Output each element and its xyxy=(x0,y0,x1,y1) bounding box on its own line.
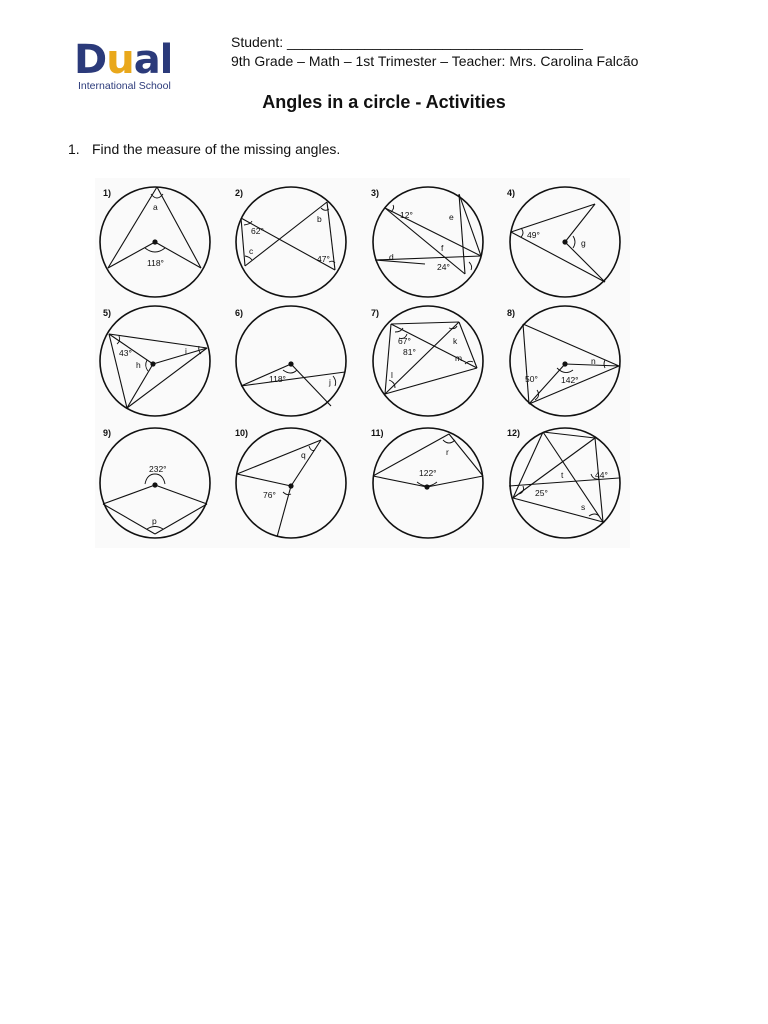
angle-label: 118° xyxy=(147,258,164,268)
problem-8 xyxy=(507,306,620,416)
chord-line xyxy=(277,486,291,537)
circle xyxy=(100,306,210,416)
problem-7 xyxy=(371,306,483,416)
chord-line xyxy=(391,322,459,324)
angle-label: 44° xyxy=(595,470,608,480)
circle-problems-svg xyxy=(95,178,630,548)
angle-arc xyxy=(604,360,605,368)
angle-arc xyxy=(147,527,163,530)
angle-label: 118° xyxy=(269,374,286,384)
angle-label: 50° xyxy=(525,374,538,384)
angle-arc xyxy=(283,370,297,373)
problem-5 xyxy=(100,306,210,416)
center-point xyxy=(562,239,567,244)
angle-label: 43° xyxy=(119,348,132,358)
chord-line xyxy=(155,485,207,504)
chord-line xyxy=(127,364,153,408)
logo-wordmark: Dual xyxy=(74,37,173,83)
problem-label: 11) xyxy=(371,428,384,438)
angle-arc xyxy=(333,376,336,386)
chord-line xyxy=(108,187,157,268)
page-title: Angles in a circle - Activities xyxy=(262,92,506,112)
chord-line xyxy=(513,438,595,498)
chord-line xyxy=(523,324,619,366)
problem-label: 4) xyxy=(507,188,516,198)
chord-line xyxy=(523,324,529,404)
angle-label: 76° xyxy=(263,490,276,500)
problem-10 xyxy=(235,428,346,538)
question-text: Find the measure of the missing angles. xyxy=(92,141,341,157)
chord-line xyxy=(373,434,449,476)
problem-label: 7) xyxy=(371,308,380,318)
chord-line xyxy=(375,260,425,264)
circle xyxy=(373,428,483,538)
problem-2 xyxy=(235,187,346,297)
angle-label: l xyxy=(391,370,393,380)
chord-line xyxy=(109,334,127,408)
angle-arc xyxy=(145,248,165,252)
angle-label: 47° xyxy=(317,254,330,264)
problem-11 xyxy=(371,428,483,538)
center-point xyxy=(288,361,293,366)
angle-label: 122° xyxy=(419,468,437,478)
angle-label: g xyxy=(581,238,586,248)
circle xyxy=(236,187,346,297)
chord-line xyxy=(459,194,465,274)
angle-label: e xyxy=(449,212,454,222)
angle-arc xyxy=(589,514,599,516)
angle-label: 24° xyxy=(437,262,450,272)
angle-label: 49° xyxy=(527,230,540,240)
question-1 xyxy=(68,141,340,157)
angle-label: a xyxy=(153,202,158,212)
problem-label: 3) xyxy=(371,188,380,198)
question-number: 1. xyxy=(68,141,80,157)
problem-label: 10) xyxy=(235,428,249,438)
angle-label: 142° xyxy=(561,375,579,385)
angle-arc xyxy=(573,236,575,248)
angle-arc xyxy=(245,256,252,260)
problem-label: 6) xyxy=(235,308,244,318)
angle-label: 232° xyxy=(149,464,167,474)
circle xyxy=(236,428,346,538)
center-point xyxy=(150,361,155,366)
chord-line xyxy=(155,504,207,534)
angle-label: 67° xyxy=(398,336,411,346)
logo-subtitle: International School xyxy=(78,80,171,92)
problem-label: 1) xyxy=(103,188,112,198)
circle-angles-figure xyxy=(95,178,630,548)
angle-label: k xyxy=(453,336,458,346)
angle-arc xyxy=(521,228,523,237)
problem-label: 12) xyxy=(507,428,521,438)
angle-arc xyxy=(469,262,472,270)
center-point xyxy=(424,484,429,489)
angle-arc xyxy=(391,205,394,212)
angle-label: m xyxy=(455,353,463,363)
problem-6 xyxy=(235,306,346,416)
angle-label: 81° xyxy=(403,347,416,357)
school-logo xyxy=(74,38,194,94)
angle-arc xyxy=(146,360,148,371)
angle-label: f xyxy=(441,243,444,253)
chord-line xyxy=(565,204,595,242)
problem-9 xyxy=(100,428,210,538)
chord-line xyxy=(291,440,321,486)
chord-line xyxy=(565,242,605,282)
problem-12 xyxy=(507,428,620,538)
chord-line xyxy=(511,232,605,282)
center-point xyxy=(152,239,157,244)
angle-label: i xyxy=(185,346,187,356)
problem-label: 9) xyxy=(103,428,112,438)
problem-label: 2) xyxy=(235,188,244,198)
circle xyxy=(510,306,620,416)
chord-line xyxy=(385,324,391,394)
center-point xyxy=(288,483,293,488)
student-name-line: Student: ______________________________________ xyxy=(231,34,583,50)
problem-3 xyxy=(371,187,483,297)
problem-label: 5) xyxy=(103,308,112,318)
angle-label: h xyxy=(136,360,141,370)
circle xyxy=(236,306,346,416)
chord-line xyxy=(237,440,321,474)
angle-label: b xyxy=(317,214,322,224)
angle-label: s xyxy=(581,502,586,512)
angle-label: 25° xyxy=(535,488,548,498)
chord-line xyxy=(103,504,155,534)
center-point xyxy=(562,361,567,366)
problem-1 xyxy=(100,187,210,297)
problem-label: 8) xyxy=(507,308,516,318)
angle-label: d xyxy=(389,252,394,262)
course-info: 9th Grade – Math – 1st Trimester – Teacher: Mrs. Carolina Falcão xyxy=(231,53,639,69)
angle-label: p xyxy=(152,516,157,526)
angle-label: 12° xyxy=(400,210,413,220)
chord-line xyxy=(109,334,207,348)
angle-label: c xyxy=(249,246,254,256)
angle-label: q xyxy=(301,450,306,460)
problem-4 xyxy=(507,187,620,297)
angle-label: n xyxy=(591,356,596,366)
chord-line xyxy=(511,204,595,232)
angle-label: 62° xyxy=(251,226,264,236)
chord-line xyxy=(103,485,155,504)
angle-label: t xyxy=(561,470,564,480)
angle-label: j xyxy=(329,377,331,387)
chord-line xyxy=(237,474,291,486)
angle-arc xyxy=(443,440,455,443)
center-point xyxy=(152,482,157,487)
circle xyxy=(373,187,483,297)
angle-arc xyxy=(557,368,573,373)
angle-label: r xyxy=(446,447,449,457)
